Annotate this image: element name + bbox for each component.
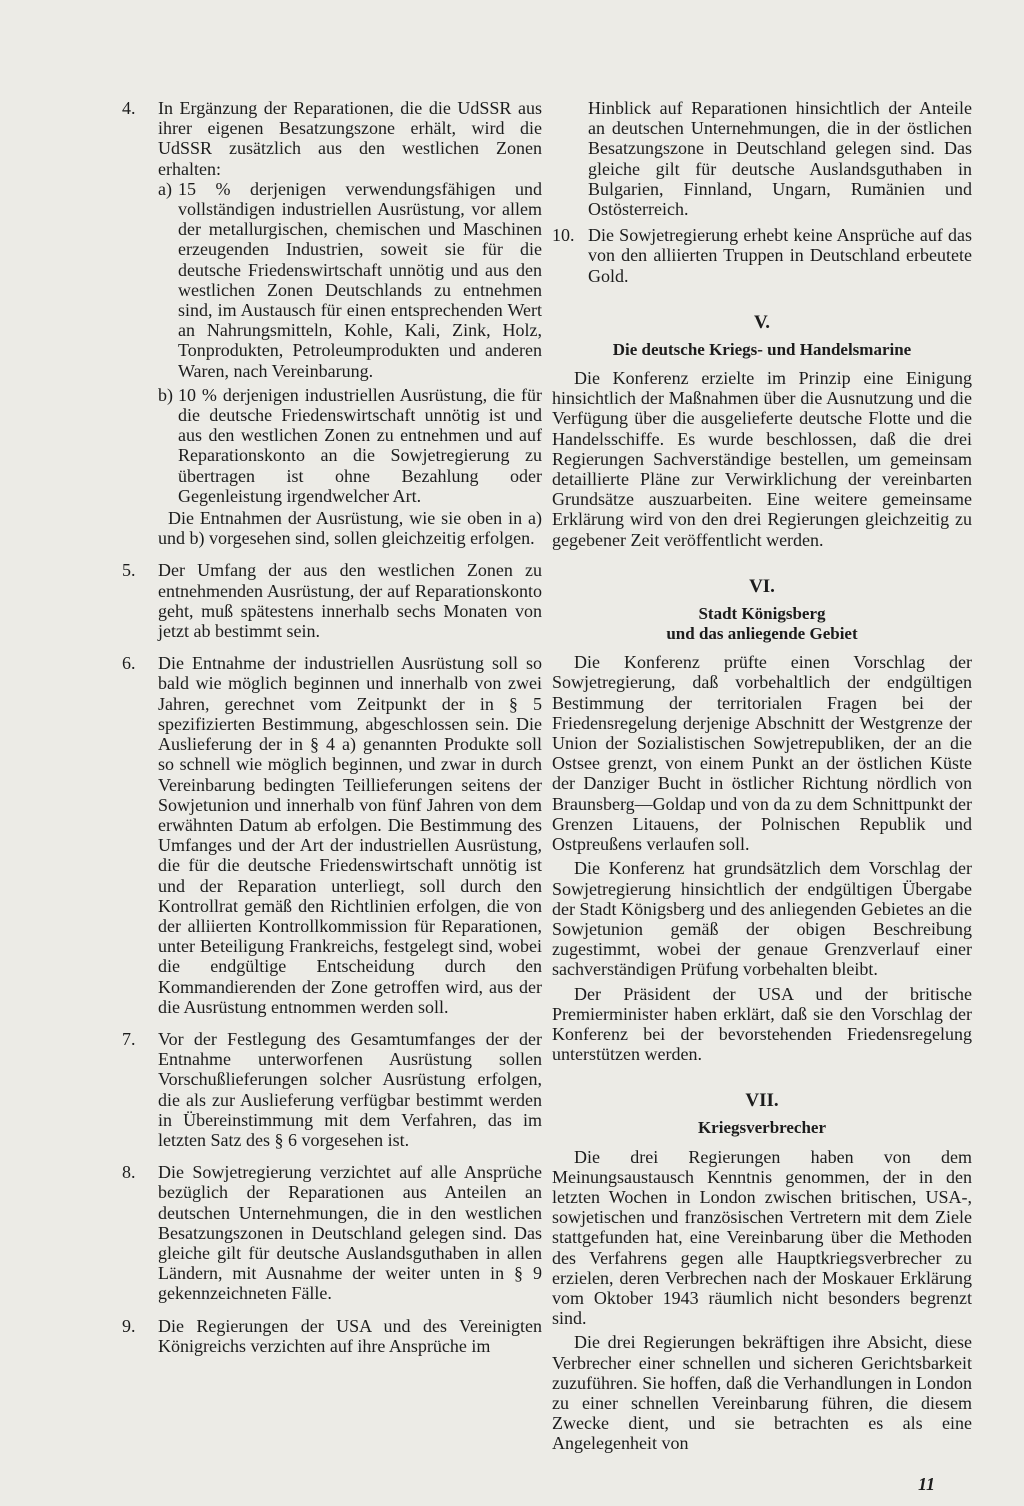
item-text: Die Sowjetregierung erhebt keine Ansprüche auf das von den alliierten Truppen in Deutschland erbeutete Gold.: [588, 225, 972, 286]
list-item-9-continued: [552, 98, 972, 219]
section-heading: Stadt Königsberg und das anliegende Gebiet: [666, 603, 858, 644]
section-number: VII.: [745, 1090, 779, 1112]
item-text: Die Regierungen der USA und des Vereinigten Königreichs verzichten auf ihre Ansprüche im: [158, 1315, 542, 1356]
sub-item-a: [158, 179, 542, 381]
item-text: In Ergänzung der Reparationen, die die UdSSR aus ihrer eigenen Besatzungszone erhält, wird die UdSSR zusätzlich aus den westlichen Zonen erhalten:: [158, 98, 542, 179]
section-paragraph: Die Konferenz erzielte im Prinzip eine Einigung hinsichtlich der Maßnahmen über die Ausnutzung und die Verfügung über die ausgelieferte deutsche Flotte und die Handelsschiffe. Es wurde beschlossen, daß die drei Regierungen Sachverständige bestellen, um gemeinsam detaillierte Pläne zur Verwirklichung der vereinbarten Grundsätze auszuarbeiten. Eine weitere gemeinsame Erklärung wird von den drei Regierungen gleichzeitig zu gegebener Zeit veröffentlicht werden.: [552, 368, 972, 550]
section-paragraph: Die Konferenz hat grundsätzlich dem Vorschlag der Sowjetregierung hinsichtlich der endgültigen Übergabe der Stadt Königsberg und des anliegenden Gebietes an die Sowjetunion gemäß der obigen Beschreibung zugestimmt, wobei der genaue Grenzverlauf einer sachverständigen Prüfung vorbehalten bleibt.: [552, 858, 972, 980]
item-text: Hinblick auf Reparationen hinsichtlich der Anteile an deutschen Unternehmungen, die in der östlichen Besatzungszone in Deutschland gelegen sind. Das gleiche gilt für deutsche Auslandsguthaben in Bulgarien, Finnland, Ungarn, Rumänien und Ostösterreich.: [588, 98, 972, 220]
item-number: 7.: [122, 1028, 136, 1049]
section-vii: [552, 1090, 972, 1453]
sub-item-text: 15 % derjenigen verwendungsfähigen und vollständigen industriellen Ausrüstung, vor allem der metallurgischen, chemischen und Maschinen erzeugenden Industrien, soweit sie für die deutsche Friedenswirtschaft unnötig und aus den westlichen Zonen Deutschlands zu entnehmen sind, im Austausch für einen entsprechenden Wert an Nahrungsmitteln, Kohle, Kali, Zink, Holz, Tonprodukten, Petroleumprodukten und anderen Waren, nach Vereinbarung.: [178, 178, 542, 381]
list-item-10: [552, 225, 972, 286]
item-number: 6.: [122, 653, 136, 674]
list-item-5: [122, 560, 542, 641]
sub-item-label: a): [158, 178, 172, 199]
section-paragraph: Der Präsident der USA und der britische Premierminister haben erklärt, daß sie den Vorschlag der Konferenz bei der bevorstehenden Friedensregelung unterstützen werden.: [552, 983, 972, 1065]
item-number: 4.: [122, 98, 136, 118]
right-column: [552, 98, 972, 1458]
sub-item-label: b): [158, 384, 173, 405]
section-heading: Die deutsche Kriegs- und Handelsmarine: [612, 339, 912, 359]
item-text: Die Entnahme der industriellen Ausrüstung soll so bald wie möglich beginnen und innerhalb von zwei Jahren, gerechnet vom Zeitpunkt der in § 5 spezifizierten Bestimmung, abgeschlossen sein. Die Auslieferung der in § 4 a) genannten Produkte soll so schnell wie möglich beginnen, und zwar in durch Vereinbarung bedingten Teillieferungen seitens der Sowjetunion und innerhalb von fünf Jahren von dem erwähnten Datum ab erfolgen. Die Bestimmung des Umfanges und der Art der industriellen Ausrüstung, die für die deutsche Friedenswirtschaft unnötig ist und der Reparation unterliegt, soll durch den Kontrollrat gemäß den Richtlinien erfolgen, die von der alliierten Kontrollkommission für Reparationen, unter Beteiligung Frankreichs, festgelegt sind, wobei die endgültige Entscheidung durch den Kommandierenden der Zone getroffen wird, aus der die Ausrüstung entnommen werden soll.: [158, 653, 542, 1017]
left-column: [122, 98, 542, 1368]
section-paragraph: Die drei Regierungen haben von dem Meinungsaustausch Kenntnis genommen, der in den letzten Wochen in London zwischen britischen, USA-, sowjetischen und französischen Vertretern mit dem Ziele stattgefunden hat, eine Vereinbarung über die Methoden des Verfahrens gegen alle Hauptkriegsverbrecher zu erzielen, deren Verbrechen nach der Moskauer Erklärung vom Oktober 1943 räumlich nicht besonders begrenzt sind.: [552, 1146, 972, 1329]
item-text: Der Umfang der aus den westlichen Zonen zu entnehmenden Ausrüstung, der auf Reparationskonto geht, muß spätestens innerhalb sechs Monaten von jetzt ab bestimmt sein.: [158, 560, 542, 642]
list-item-9: [122, 1316, 542, 1356]
item-number: 8.: [122, 1162, 136, 1183]
section-number: V.: [753, 311, 771, 333]
page-number: 11: [918, 1474, 936, 1494]
item-text: Die Sowjetregierung verzichtet auf alle Ansprüche bezüglich der Reparationen aus Anteilen an deutschen Unternehmungen, die in den westlichen Besatzungszonen in Deutschland gelegen sind. Das gleiche gilt für deutsche Auslandsguthaben in allen Ländern, mit Ausnahme der weiter unten in § 9 gekennzeichneten Fälle.: [158, 1162, 542, 1304]
list-item-7: [122, 1029, 542, 1150]
sub-item-text: 10 % derjenigen industriellen Ausrüstung, die für die deutsche Friedenswirtschaft unnötig ist und aus den westlichen Zonen zu entnehmen und auf Reparationskonto an die Sowjetregierung zu übertragen ist ohne Bezahlung oder Gegenleistung irgendwelcher Art.: [178, 384, 542, 506]
list-item-6: [122, 653, 542, 1017]
section-paragraph: Die Konferenz prüfte einen Vorschlag der Sowjetregierung, daß vorbehaltlich der endgültigen Bestimmung der territorialen Fragen bei der Friedensregelung derjenige Abschnitt der Westgrenze der Union der Sozialistischen Sowjetrepubliken, der an die Ostsee grenzt, von einem Punkt an der östlichen Küste der Danziger Bucht in östlicher Richtung nördlich von Braunsberg—Goldap und von da zu dem Schnittpunkt der Grenzen Litauens, der Polnischen Republik und Ostpreußens verlaufen soll.: [552, 652, 972, 855]
sub-item-b: [158, 385, 542, 506]
section-heading: Kriegsverbrecher: [697, 1118, 827, 1138]
item-number: 5.: [122, 560, 136, 581]
section-paragraph: Die drei Regierungen bekräftigen ihre Absicht, diese Verbrecher einer schnellen und sicheren Gerichtsbarkeit zuzuführen. Sie hoffen, daß die Verhandlungen in London zu einer schnellen Vereinbarung führen, die diesem Zwecke dient, und sie betrachten es als eine Angelegenheit von: [552, 1332, 972, 1454]
item-number: 9.: [122, 1315, 136, 1336]
list-item-4: [122, 98, 542, 548]
section-vi: [552, 576, 972, 1064]
item-number: 10.: [552, 225, 575, 246]
item-paragraph: Die Entnahmen der Ausrüstung, wie sie oben in a) und b) vorgesehen sind, sollen gleichzeitig erfolgen.: [158, 508, 542, 549]
section-number: VI.: [749, 575, 775, 597]
section-v: [552, 312, 972, 550]
item-text: Vor der Festlegung des Gesamtumfanges der der Entnahme unterworfenen Ausrüstung sollen Vorschußlieferungen solcher Ausrüstung erfolgen, die als zur Auslieferung verfügbar bestimmt werden in Übereinstimmung mit dem Verfahren, das im letzten Satz des § 6 vorgesehen ist.: [158, 1028, 542, 1150]
list-item-8: [122, 1162, 542, 1303]
